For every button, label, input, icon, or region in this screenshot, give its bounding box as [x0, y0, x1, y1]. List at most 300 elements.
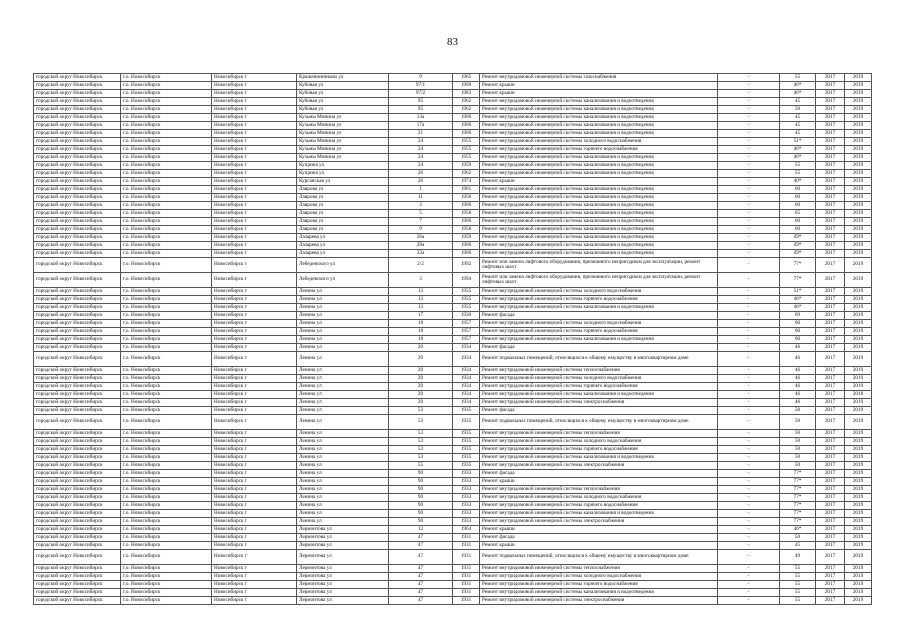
year-to-cell: 2019 — [845, 430, 872, 438]
cost-cell: 46* — [780, 296, 816, 304]
year-to-cell: 2019 — [845, 178, 872, 186]
street-cell: Ленина ул — [297, 415, 389, 430]
year-from-cell: 2017 — [816, 242, 845, 250]
work-type-cell: Ремонт внутридомовой инженерной системы холодного водоснабжения — [480, 438, 718, 446]
house-number-cell: 90 — [389, 494, 453, 502]
year-from-cell: 2017 — [816, 226, 845, 234]
dash-cell: - — [718, 597, 780, 605]
build-year-cell: 1962 — [453, 98, 480, 106]
build-year-cell: 1935 — [453, 454, 480, 462]
build-year-cell: 1934 — [453, 367, 480, 375]
work-type-cell: Ремонт внутридомовой инженерной системы канализования и водоотведения — [480, 454, 718, 462]
year-to-cell: 2019 — [845, 494, 872, 502]
year-from-cell: 2017 — [816, 352, 845, 367]
cost-cell: 45 — [780, 98, 816, 106]
district-cell: г.о. Новосибирск — [121, 146, 212, 154]
district-cell: г.о. Новосибирск — [121, 288, 212, 296]
build-year-cell: 1961 — [453, 186, 480, 194]
cost-cell: 55 — [780, 597, 816, 605]
city-cell: Новосибирск г — [212, 210, 297, 218]
year-from-cell: 2017 — [816, 542, 845, 550]
dash-cell: - — [718, 352, 780, 367]
year-to-cell: 2019 — [845, 399, 872, 407]
dash-cell: - — [718, 146, 780, 154]
dash-cell: - — [718, 581, 780, 589]
city-cell: Новосибирск г — [212, 391, 297, 399]
year-from-cell: 2017 — [816, 367, 845, 375]
street-cell: Кубовая ул — [297, 106, 389, 114]
table-row — [34, 494, 872, 502]
cost-cell: 77* — [780, 258, 816, 273]
year-from-cell: 2017 — [816, 446, 845, 454]
house-number-cell: 5 — [389, 210, 453, 218]
street-cell: Лермонтова ул — [297, 581, 389, 589]
cost-cell: 60 — [780, 218, 816, 226]
cost-cell: 77* — [780, 273, 816, 288]
table-row — [34, 526, 872, 534]
street-cell: Лермонтова ул — [297, 542, 389, 550]
work-type-cell: Ремонт крыши — [480, 82, 718, 90]
city-cell: Новосибирск г — [212, 138, 297, 146]
build-year-cell: 1992 — [453, 258, 480, 273]
work-type-cell: Ремонт внутридомовой инженерной системы газоснабжения — [480, 74, 718, 82]
work-type-cell: Ремонт внутридомовой инженерной системы холодного водоснабжения — [480, 288, 718, 296]
work-type-cell: Ремонт внутридомовой инженерной системы канализования и водоотведения — [480, 202, 718, 210]
table-row — [34, 154, 872, 162]
repair-program-table — [33, 73, 872, 605]
district-cell: г.о. Новосибирск — [121, 438, 212, 446]
municipality-cell: городской округ Новосибирск — [34, 234, 121, 242]
build-year-cell: 1962 — [453, 106, 480, 114]
city-cell: Новосибирск г — [212, 82, 297, 90]
dash-cell: - — [718, 391, 780, 399]
street-cell: Лазарева ул — [297, 234, 389, 242]
city-cell: Новосибирск г — [212, 194, 297, 202]
house-number-cell: 9 — [389, 226, 453, 234]
city-cell: Новосибирск г — [212, 534, 297, 542]
table-row — [34, 178, 872, 186]
year-from-cell: 2017 — [816, 146, 845, 154]
cost-cell: 40* — [780, 178, 816, 186]
street-cell: Ленина ул — [297, 336, 389, 344]
table-row — [34, 415, 872, 430]
dash-cell: - — [718, 320, 780, 328]
build-year-cell: 1955 — [453, 146, 480, 154]
year-to-cell: 2019 — [845, 526, 872, 534]
year-from-cell: 2017 — [816, 178, 845, 186]
dash-cell: - — [718, 494, 780, 502]
street-cell: Лаврова ул — [297, 226, 389, 234]
district-cell: г.о. Новосибирск — [121, 510, 212, 518]
table-row — [34, 391, 872, 399]
municipality-cell: городской округ Новосибирск — [34, 146, 121, 154]
municipality-cell: городской округ Новосибирск — [34, 462, 121, 470]
house-number-cell: 7 — [389, 218, 453, 226]
district-cell: г.о. Новосибирск — [121, 581, 212, 589]
city-cell: Новосибирск г — [212, 328, 297, 336]
build-year-cell: 1935 — [453, 446, 480, 454]
table-row — [34, 510, 872, 518]
cost-cell: 46* — [780, 90, 816, 98]
cost-cell: 55 — [780, 581, 816, 589]
street-cell: Ленина ул — [297, 407, 389, 415]
year-from-cell: 2017 — [816, 273, 845, 288]
build-year-cell: 1960 — [453, 130, 480, 138]
year-to-cell: 2019 — [845, 202, 872, 210]
year-from-cell: 2017 — [816, 304, 845, 312]
year-from-cell: 2017 — [816, 597, 845, 605]
year-from-cell: 2017 — [816, 74, 845, 82]
dash-cell: - — [718, 454, 780, 462]
build-year-cell: 1931 — [453, 565, 480, 573]
work-type-cell: Ремонт внутридомовой инженерной системы канализования и водоотведения — [480, 194, 718, 202]
year-to-cell: 2019 — [845, 273, 872, 288]
year-from-cell: 2017 — [816, 258, 845, 273]
house-number-cell: 28а — [389, 242, 453, 250]
city-cell: Новосибирск г — [212, 542, 297, 550]
district-cell: г.о. Новосибирск — [121, 375, 212, 383]
year-to-cell: 2019 — [845, 352, 872, 367]
build-year-cell: 1931 — [453, 542, 480, 550]
table-row — [34, 486, 872, 494]
house-number-cell: 20 — [389, 367, 453, 375]
build-year-cell: 1933 — [453, 502, 480, 510]
dash-cell: - — [718, 510, 780, 518]
municipality-cell: городской округ Новосибирск — [34, 415, 121, 430]
house-number-cell: 24 — [389, 154, 453, 162]
cost-cell: 50 — [780, 407, 816, 415]
cost-cell: 65 — [780, 210, 816, 218]
house-number-cell: 18 — [389, 320, 453, 328]
cost-cell: 49* — [780, 250, 816, 258]
build-year-cell: 1935 — [453, 462, 480, 470]
city-cell: Новосибирск г — [212, 367, 297, 375]
build-year-cell: 1933 — [453, 478, 480, 486]
municipality-cell: городской округ Новосибирск — [34, 589, 121, 597]
dash-cell: - — [718, 114, 780, 122]
house-number-cell: 1 — [389, 186, 453, 194]
year-to-cell: 2019 — [845, 242, 872, 250]
municipality-cell: городской округ Новосибирск — [34, 486, 121, 494]
work-type-cell: Ремонт внутридомовой инженерной системы канализования и водоотведения — [480, 162, 718, 170]
city-cell: Новосибирск г — [212, 74, 297, 82]
build-year-cell: 1957 — [453, 328, 480, 336]
district-cell: г.о. Новосибирск — [121, 170, 212, 178]
build-year-cell: 1994 — [453, 273, 480, 288]
work-type-cell: Ремонт внутридомовой инженерной системы канализования и водоотведения — [480, 336, 718, 344]
year-to-cell: 2019 — [845, 250, 872, 258]
house-number-cell: 47 — [389, 534, 453, 542]
work-type-cell: Ремонт подвальных помещений, относящихся к общему имуществу в многоквартирном доме — [480, 550, 718, 565]
street-cell: Лермонтова ул — [297, 573, 389, 581]
build-year-cell: 1960 — [453, 250, 480, 258]
street-cell: Ленина ул — [297, 399, 389, 407]
street-cell: Лаврова ул — [297, 194, 389, 202]
street-cell: Ленина ул — [297, 510, 389, 518]
work-type-cell: Ремонт фасада — [480, 534, 718, 542]
build-year-cell: 1933 — [453, 470, 480, 478]
build-year-cell: 1957 — [453, 336, 480, 344]
work-type-cell: Ремонт фасада — [480, 470, 718, 478]
street-cell: Ленина ул — [297, 446, 389, 454]
street-cell: Лермонтова ул — [297, 565, 389, 573]
district-cell: г.о. Новосибирск — [121, 258, 212, 273]
year-to-cell: 2019 — [845, 597, 872, 605]
table-row — [34, 367, 872, 375]
street-cell: Куприна ул — [297, 170, 389, 178]
build-year-cell: 1958 — [453, 210, 480, 218]
table-row — [34, 344, 872, 352]
district-cell: г.о. Новосибирск — [121, 210, 212, 218]
house-number-cell: 26 — [389, 170, 453, 178]
table-row — [34, 170, 872, 178]
build-year-cell: 1934 — [453, 352, 480, 367]
district-cell: г.о. Новосибирск — [121, 154, 212, 162]
cost-cell: 60 — [780, 328, 816, 336]
house-number-cell: 17а — [389, 122, 453, 130]
table-row — [34, 597, 872, 605]
build-year-cell: 1959 — [453, 234, 480, 242]
house-number-cell: 20 — [389, 352, 453, 367]
work-type-cell: Ремонт внутридомовой инженерной системы канализования и водоотведения — [480, 186, 718, 194]
city-cell: Новосибирск г — [212, 122, 297, 130]
cost-cell: 50 — [780, 446, 816, 454]
cost-cell: 55 — [780, 573, 816, 581]
cost-cell: 51* — [780, 288, 816, 296]
city-cell: Новосибирск г — [212, 242, 297, 250]
street-cell: Ленина ул — [297, 320, 389, 328]
year-from-cell: 2017 — [816, 336, 845, 344]
street-cell: Кузьмы Минина ул — [297, 114, 389, 122]
year-to-cell: 2019 — [845, 565, 872, 573]
city-cell: Новосибирск г — [212, 352, 297, 367]
house-number-cell: 97/2 — [389, 90, 453, 98]
municipality-cell: городской округ Новосибирск — [34, 114, 121, 122]
table-row — [34, 106, 872, 114]
year-to-cell: 2019 — [845, 375, 872, 383]
city-cell: Новосибирск г — [212, 273, 297, 288]
district-cell: г.о. Новосибирск — [121, 415, 212, 430]
year-to-cell: 2019 — [845, 154, 872, 162]
cost-cell: 45 — [780, 114, 816, 122]
street-cell: Ленина ул — [297, 367, 389, 375]
city-cell: Новосибирск г — [212, 296, 297, 304]
house-number-cell: 24 — [389, 162, 453, 170]
district-cell: г.о. Новосибирск — [121, 478, 212, 486]
table-row — [34, 573, 872, 581]
house-number-cell: 95 — [389, 98, 453, 106]
year-to-cell: 2019 — [845, 478, 872, 486]
build-year-cell: 1931 — [453, 581, 480, 589]
municipality-cell: городской округ Новосибирск — [34, 375, 121, 383]
work-type-cell: Ремонт внутридомовой инженерной системы канализования и водоотведения — [480, 114, 718, 122]
municipality-cell: городской округ Новосибирск — [34, 226, 121, 234]
municipality-cell: городской округ Новосибирск — [34, 391, 121, 399]
municipality-cell: городской округ Новосибирск — [34, 550, 121, 565]
district-cell: г.о. Новосибирск — [121, 502, 212, 510]
municipality-cell: городской округ Новосибирск — [34, 494, 121, 502]
street-cell: Ленина ул — [297, 454, 389, 462]
district-cell: г.о. Новосибирск — [121, 462, 212, 470]
street-cell: Ленина ул — [297, 462, 389, 470]
dash-cell: - — [718, 375, 780, 383]
table-row — [34, 383, 872, 391]
street-cell: Куприна ул — [297, 162, 389, 170]
year-from-cell: 2017 — [816, 312, 845, 320]
year-to-cell: 2018 — [845, 391, 872, 399]
dash-cell: - — [718, 234, 780, 242]
house-number-cell: 26а — [389, 234, 453, 242]
year-to-cell: 2019 — [845, 146, 872, 154]
work-type-cell: Ремонт внутридомовой инженерной системы теплоснабжения — [480, 367, 718, 375]
municipality-cell: городской округ Новосибирск — [34, 170, 121, 178]
cost-cell: 46* — [780, 82, 816, 90]
year-to-cell: 2019 — [845, 138, 872, 146]
cost-cell: 50 — [780, 106, 816, 114]
work-type-cell: Ремонт внутридомовой инженерной системы канализования и водоотведения — [480, 391, 718, 399]
work-type-cell: Ремонт внутридомовой инженерной системы канализования и водоотведения — [480, 589, 718, 597]
work-type-cell: Ремонт внутридомовой инженерной системы холодного водоснабжения — [480, 573, 718, 581]
city-cell: Новосибирск г — [212, 478, 297, 486]
table-row — [34, 186, 872, 194]
dash-cell: - — [718, 542, 780, 550]
city-cell: Новосибирск г — [212, 462, 297, 470]
dash-cell: - — [718, 407, 780, 415]
house-number-cell: 18 — [389, 336, 453, 344]
build-year-cell: 1933 — [453, 486, 480, 494]
cost-cell: 55 — [780, 565, 816, 573]
house-number-cell: 20 — [389, 344, 453, 352]
house-number-cell: 20 — [389, 391, 453, 399]
street-cell: Ленина ул — [297, 296, 389, 304]
year-to-cell: 2019 — [845, 486, 872, 494]
work-type-cell: Ремонт внутридомовой инженерной системы канализования и водоотведения — [480, 122, 718, 130]
dash-cell: - — [718, 462, 780, 470]
municipality-cell: городской округ Новосибирск — [34, 454, 121, 462]
table-row — [34, 399, 872, 407]
year-from-cell: 2017 — [816, 250, 845, 258]
house-number-cell: 2/2 — [389, 258, 453, 273]
house-number-cell: 20 — [389, 399, 453, 407]
year-to-cell: 2019 — [845, 98, 872, 106]
cost-cell: 46 — [780, 383, 816, 391]
year-from-cell: 2017 — [816, 550, 845, 565]
cost-cell: 45 — [780, 122, 816, 130]
cost-cell: 46* — [780, 304, 816, 312]
district-cell: г.о. Новосибирск — [121, 589, 212, 597]
year-from-cell: 2017 — [816, 462, 845, 470]
table-row — [34, 320, 872, 328]
build-year-cell: 1934 — [453, 375, 480, 383]
street-cell: Кузьмы Минина ул — [297, 122, 389, 130]
city-cell: Новосибирск г — [212, 486, 297, 494]
city-cell: Новосибирск г — [212, 407, 297, 415]
dash-cell: - — [718, 218, 780, 226]
dash-cell: - — [718, 106, 780, 114]
build-year-cell: 1934 — [453, 391, 480, 399]
build-year-cell: 1960 — [453, 202, 480, 210]
work-type-cell: Ремонт внутридомовой инженерной системы горячего водоснабжения — [480, 446, 718, 454]
year-from-cell: 2017 — [816, 534, 845, 542]
municipality-cell: городской округ Новосибирск — [34, 383, 121, 391]
year-to-cell: 2019 — [845, 581, 872, 589]
district-cell: г.о. Новосибирск — [121, 430, 212, 438]
year-from-cell: 2017 — [816, 438, 845, 446]
district-cell: г.о. Новосибирск — [121, 320, 212, 328]
street-cell: Лермонтова ул — [297, 597, 389, 605]
district-cell: г.о. Новосибирск — [121, 328, 212, 336]
table-row — [34, 454, 872, 462]
year-from-cell: 2017 — [816, 154, 845, 162]
street-cell: Кузьмы Минина ул — [297, 138, 389, 146]
work-type-cell: Ремонт внутридомовой инженерной системы канализования и водоотведения — [480, 98, 718, 106]
municipality-cell: городской округ Новосибирск — [34, 502, 121, 510]
street-cell: Ленина ул — [297, 304, 389, 312]
dash-cell: - — [718, 90, 780, 98]
table-row — [34, 336, 872, 344]
house-number-cell: 55 — [389, 462, 453, 470]
dash-cell: - — [718, 534, 780, 542]
house-number-cell: 53 — [389, 446, 453, 454]
build-year-cell: 1957 — [453, 320, 480, 328]
municipality-cell: городской округ Новосибирск — [34, 242, 121, 250]
year-to-cell: 2019 — [845, 383, 872, 391]
year-from-cell: 2017 — [816, 526, 845, 534]
city-cell: Новосибирск г — [212, 344, 297, 352]
house-number-cell: 90 — [389, 502, 453, 510]
municipality-cell: городской округ Новосибирск — [34, 470, 121, 478]
house-number-cell: 32а — [389, 250, 453, 258]
year-to-cell: 2019 — [845, 90, 872, 98]
table-row — [34, 328, 872, 336]
year-to-cell: 2019 — [845, 170, 872, 178]
table-row — [34, 430, 872, 438]
house-number-cell: 20 — [389, 375, 453, 383]
year-to-cell: 2019 — [845, 218, 872, 226]
city-cell: Новосибирск г — [212, 320, 297, 328]
cost-cell: 50 — [780, 415, 816, 430]
cost-cell: 51* — [780, 138, 816, 146]
street-cell: Кузьмы Минина ул — [297, 154, 389, 162]
city-cell: Новосибирск г — [212, 186, 297, 194]
municipality-cell: городской округ Новосибирск — [34, 565, 121, 573]
work-type-cell: Ремонт внутридомовой инженерной системы канализования и водоотведения — [480, 304, 718, 312]
cost-cell: 77* — [780, 502, 816, 510]
house-number-cell: 90 — [389, 486, 453, 494]
work-type-cell: Ремонт или замена лифтового оборудования, признанного непригодным для эксплуатации, ремонт лифтовых шахт — [480, 258, 718, 273]
cost-cell: 77* — [780, 470, 816, 478]
year-from-cell: 2017 — [816, 454, 845, 462]
city-cell: Новосибирск г — [212, 399, 297, 407]
build-year-cell: 1931 — [453, 597, 480, 605]
district-cell: г.о. Новосибирск — [121, 226, 212, 234]
city-cell: Новосибирск г — [212, 597, 297, 605]
cost-cell: 69 — [780, 312, 816, 320]
work-type-cell: Ремонт крыши — [480, 526, 718, 534]
municipality-cell: городской округ Новосибирск — [34, 194, 121, 202]
year-to-cell: 2019 — [845, 367, 872, 375]
cost-cell: 55 — [780, 589, 816, 597]
table-row — [34, 288, 872, 296]
dash-cell: - — [718, 162, 780, 170]
year-to-cell: 2019 — [845, 336, 872, 344]
municipality-cell: городской округ Новосибирск — [34, 430, 121, 438]
street-cell: Лаврова ул — [297, 210, 389, 218]
municipality-cell: городской округ Новосибирск — [34, 597, 121, 605]
city-cell: Новосибирск г — [212, 98, 297, 106]
city-cell: Новосибирск г — [212, 430, 297, 438]
city-cell: Новосибирск г — [212, 336, 297, 344]
